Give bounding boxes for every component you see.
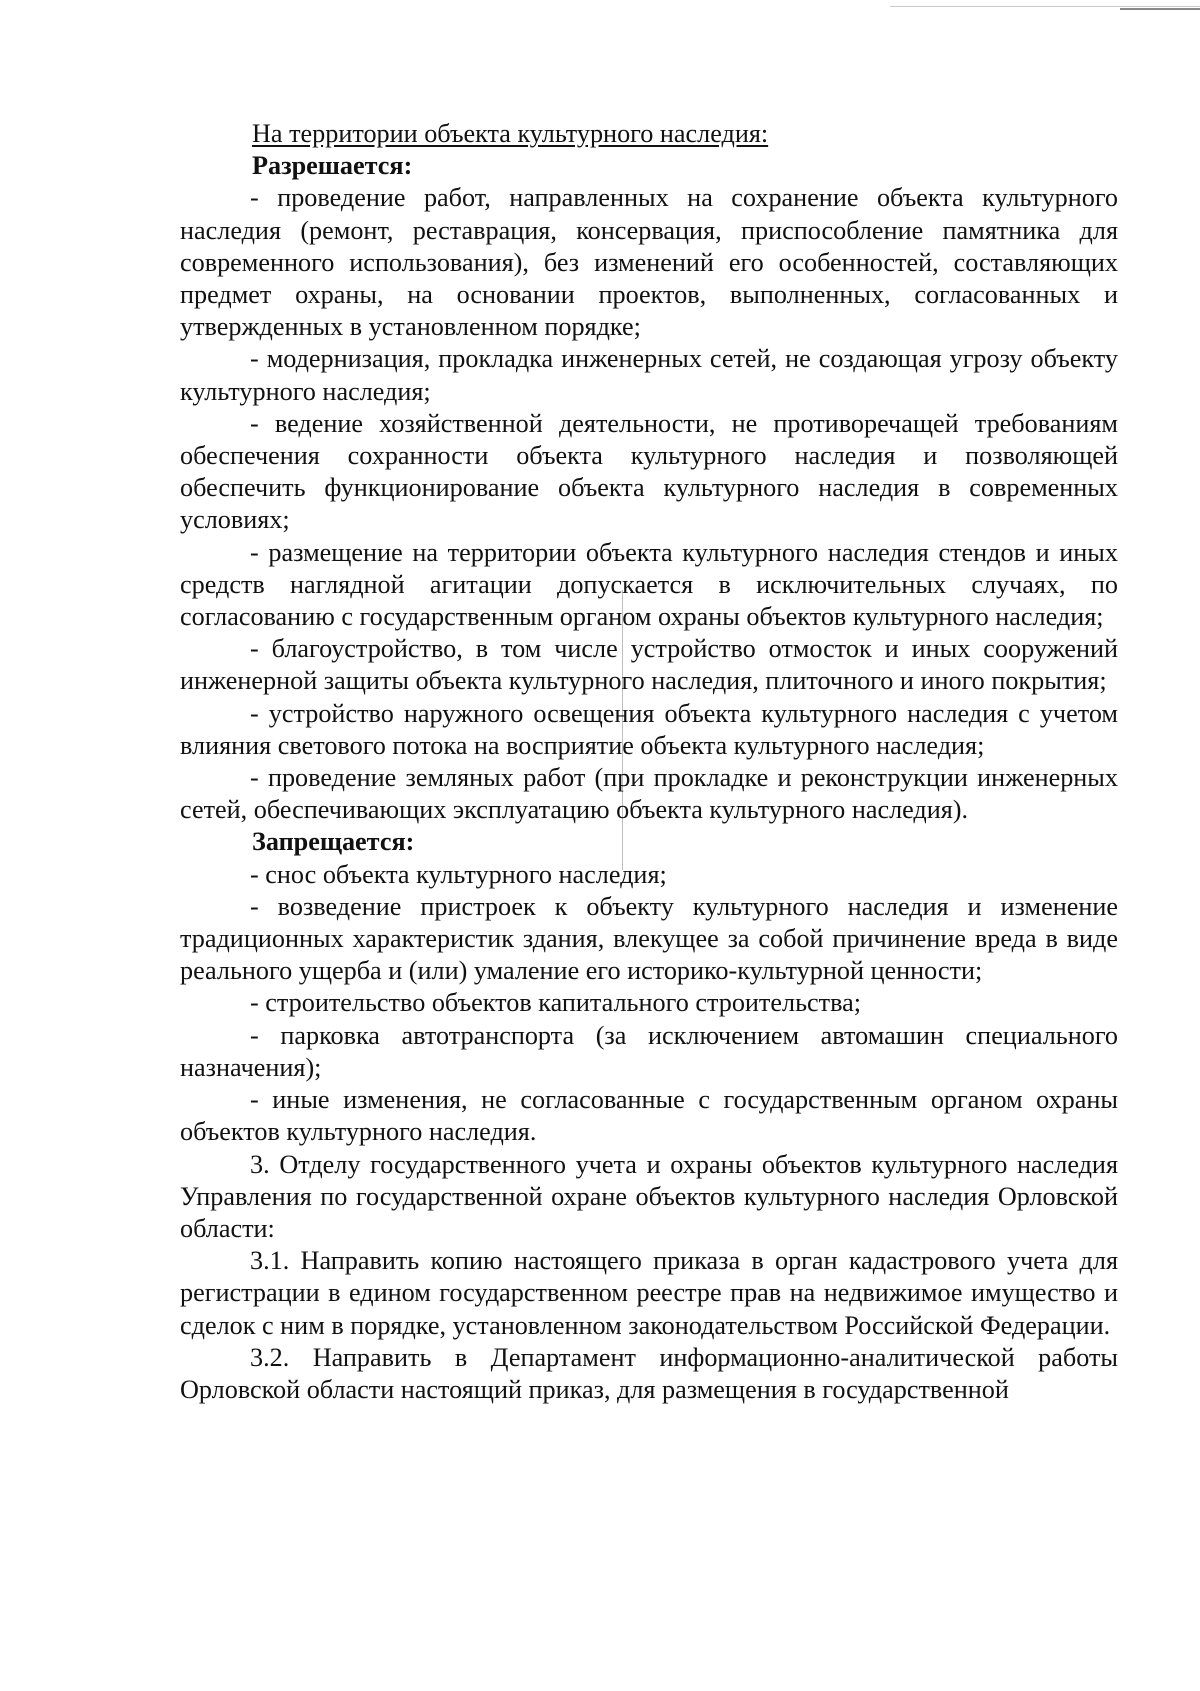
allowed-item: - модернизация, прокладка инженерных сетей, не создающая угрозу объекту культурного наследия; (180, 344, 1118, 406)
allowed-item: - ведение хозяйственной деятельности, не противоречащей требованиям обеспечения сохранности объекта культурного наследия и позволяющей обеспечить функционирование объекта культурного наследия в современных условиях; (180, 408, 1118, 535)
forbidden-item: - возведение пристроек к объекту культурного наследия и изменение традиционных характеристик здания, влекущее за собой причинение вреда в виде реального ущерба и (или) умаление его историко-культурной ценности; (180, 891, 1118, 986)
clause-3-1: 3.1. Направить копию настоящего приказа в орган кадастрового учета для регистрации в едином государственном реестре прав на недвижимое имущество и сделок с ним в порядке, установленном законодательством Российской Федерации. (180, 1246, 1118, 1340)
forbidden-item: - иные изменения, не согласованные с государственным органом охраны объектов культурного наследия. (180, 1085, 1118, 1147)
territory-heading-text: На территории объекта культурного наследия: (252, 119, 769, 148)
allowed-item: - проведение работ, направленных на сохранение объекта культурного наследия (ремонт, реставрация, консервация, приспособление памятника для современного использования), без изменений его особенностей, составляющих предмет охраны, на основании проектов, выполненных, согласованных и утвержденных в установленном порядке; (180, 183, 1118, 342)
forbidden-item: - снос объекта культурного наследия; (250, 859, 667, 889)
scan-artifact-line (890, 6, 1200, 7)
allowed-item: - благоустройство, в том числе устройство отмосток и иных сооружений инженерной защиты объекта культурного наследия, плиточного и иного покрытия; (180, 634, 1118, 696)
allowed-item: - размещение на территории объекта культурного наследия стендов и иных средств наглядной агитации допускается в исключительных случаях, по согласованию с государственным органом охраны объектов культурного наследия; (180, 537, 1118, 632)
clause-3-2: 3.2. Направить в Департамент информационно-аналитической работы Орловской области настоящий приказ, для размещения в государственной (180, 1342, 1118, 1404)
allowed-heading: Разрешается: (252, 151, 413, 181)
forbidden-item: - строительство объектов капитального строительства; (250, 988, 861, 1018)
clause-3: 3. Отделу государственного учета и охраны объектов культурного наследия Управления по государственной охране объектов культурного наследия Орловской области: (180, 1149, 1118, 1243)
territory-heading (180, 118, 1118, 150)
forbidden-item: - парковка автотранспорта (за исключением автомашин специального назначения); (180, 1020, 1118, 1082)
allowed-item: - проведение земляных работ (при прокладке и реконструкции инженерных сетей, обеспечивающих эксплуатацию объекта культурного наследия). (180, 763, 1118, 825)
allowed-item: - устройство наружного освещения объекта культурного наследия с учетом влияния светового потока на восприятие объекта культурного наследия; (180, 698, 1118, 760)
forbidden-heading: Запрещается: (252, 827, 415, 857)
document-body (180, 118, 1118, 1406)
scan-artifact-mark (1120, 8, 1200, 10)
